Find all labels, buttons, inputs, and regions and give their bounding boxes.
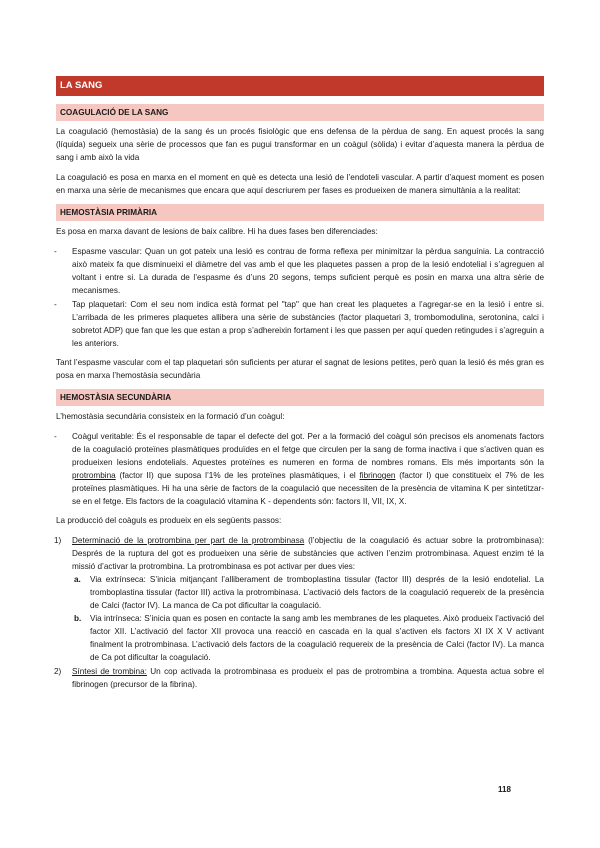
paragraph: La producció del coàguls es produeix en els següents passos: xyxy=(56,516,282,525)
list-item-text: (factor II) que suposa l’1% de les proteïnes plasmàtiques, i el xyxy=(115,471,360,480)
paragraph: Es posa en marxa davant de lesions de baix calibre. Hi ha dues fases ben diferenciades: xyxy=(56,227,378,236)
term-protrombina: protrombina xyxy=(72,471,116,480)
page-number: 118 xyxy=(498,785,511,794)
step-item xyxy=(56,665,544,691)
list-item: - Tap plaquetari: Com el seu nom indica està format pel "tap" que han creat les plaquetes a l’agregar-se en la lesió i entre si. L’arribada de les primeres plaquetes allibera una sèrie de substàncies (factor plaquetari 3, trombomodulina, serotonina, calci i sobretot ADP) que fan que les que estan a prop s’adhereixin fortament i les que passen per aquí queden retingudes i s’agreguin a les anteriors. xyxy=(54,300,544,348)
sub-steps-list xyxy=(72,573,544,664)
step-title: Determinació de la protrombina per part de la protrombinasa xyxy=(72,536,305,545)
section-heading-coagulacio: COAGULACIÓ DE LA SANG xyxy=(56,104,544,121)
steps-list xyxy=(56,534,544,691)
paragraph: L’hemostàsia secundària consisteix en la formació d’un coàgul: xyxy=(56,412,285,421)
primary-bullet-list xyxy=(56,245,544,350)
section-heading-hemostasia-secundaria: HEMOSTÀSIA SECUNDÀRIA xyxy=(56,389,544,406)
paragraph: La coagulació (hemostàsia) de la sang és un procés fisiològic que ens defensa de la pèrdua de sang. En aquest procés la sang (líquida) segueix una sèrie de processos que fan es pugui transformar en un coàgul (sòlida) i evitar d’aquesta manera la pèrdua de sang i amb això la vida xyxy=(56,127,544,162)
list-item: - Coàgul veritable: És el responsable de tapar el defecte del got. Per a la formació del coàgul són precisos els anomenats factors de la coagulació proteïnes plasmàtiques produïdes en el fetge que circulen per la sang de forma inactiva i que s’activen quan es produeixen lesions endotelials. Aquestes proteïnes es numeren en forma de nombres romans. Els més importants són la protrombina (factor II) que suposa l’1% de les proteïnes plasmàtiques, i el fibrinogen (factor I) que constitueix el 7% de les proteïnes plasmàtiques. Hi ha una sèrie de factors de la coagulació que necessiten de la presència de vitamina K per sintetitzar-se en el fetge. Els factors de la coagulació vitamina K - dependents són: factors II, VII, IX, X. xyxy=(54,432,544,506)
step-marker: 2) xyxy=(54,667,62,676)
sub-step-item xyxy=(72,612,544,664)
sub-step-item xyxy=(72,573,544,612)
list-item: - Espasme vascular: Quan un got pateix una lesió es contrau de forma reflexa per minimitzar la pèrdua sanguínia. La contracció això mateix fa que disminueixi el diàmetre del vas amb el que les plaquetes passen a prop de la lesió endotelial i s’agreguen al voltant i entre si. La durada de l’espasme és d’uns 20 segons, temps suficient perquè es posin en marxa una altra sèrie de mecanismes. xyxy=(54,247,544,295)
step-marker: 1) xyxy=(54,536,62,545)
list-item-text: Espasme vascular: Quan un got pateix una lesió es contrau de forma reflexa per minimitzar la pèrdua sanguínia. La contracció això mateix fa que disminueixi el diàmetre del vas amb el que les plaquetes passen a prop de la lesió endotelial i s’agreguen al voltant i entre si. La durada de l’espasme és d’uns 20 segons, temps suficient perquè es posin en marxa una altra sèrie de mecanismes. xyxy=(72,247,544,295)
section-heading-hemostasia-primaria: HEMOSTÀSIA PRIMÀRIA xyxy=(56,204,544,221)
list-item-text: (factor I) que constitueix el 7% de les proteïnes plasmàtiques. Hi ha una sèrie de factors de la coagulació que necessiten de la presència de vitamina K per sintetitzar-se en el fetge. Els factors de la coagulació vitamina K - dependents són: factors II, VII, IX, X. xyxy=(72,471,544,506)
paragraph: La coagulació es posa en marxa en el moment en què es detecta una lesió de l’endoteli vascular. A partir d’aquest moment es posen en marxa una sèrie de mecanismes que encara que aquí descriurem per fases es produeixen de manera simultània a la realitat: xyxy=(56,173,544,195)
sub-step-text: Via extrínseca: S’inicia mitjançant l’alliberament de tromboplastina tissular (factor III) després de la lesió endotelial. La tromboplastina tissular (factor III) activa la protrombinasa. L’activació dels factors de la coagulació requereix de la presència de Calci (factor IV). La manca de Ca pot dificultar la coagulació. xyxy=(90,575,544,610)
step-text: Un cop activada la protrombinasa es produeix el pas de protrombina a trombina. Aquesta actua sobre el fibrinogen (precursor de la fibrina). xyxy=(72,667,544,689)
sub-step-marker: a. xyxy=(74,575,81,584)
chapter-title: LA SANG xyxy=(56,76,544,96)
sub-step-text: Via intrínseca: S’inicia quan es posen en contacte la sang amb les membranes de les plaquetes. Això produeix l’activació del factor XII. L’activació del factor XII provoca una reacció en cascada en la qual s’activen els factors XI IX X V activant finalment la protrombinasa. L’activació dels factors de la coagulació requereix de la presència de Calci (factor IV). La manca de Ca pot dificultar la coagulació. xyxy=(90,614,544,662)
list-item-text: Coàgul veritable: És el responsable de tapar el defecte del got. Per a la formació del coàgul són precisos els anomenats factors de la coagulació proteïnes plasmàtiques produïdes en el fetge que circulen per la sang de forma inactiva i que s’activen quan es produeixen lesions endotelials. Aquestes proteïnes es numeren en forma de nombres romans. Els més importants són la xyxy=(72,432,544,467)
page-content xyxy=(56,76,544,692)
list-item-text: Tap plaquetari: Com el seu nom indica està format pel "tap" que han creat les plaquetes a l’agregar-se en la lesió i entre si. L’arribada de les primeres plaquetes allibera una sèrie de substàncies (factor plaquetari 3, trombomodulina, serotonina, calci i sobretot ADP) que fan que les que estan a prop s’adhereixin fortament i les que passen per aquí queden retingudes i s’agreguin a les anteriors. xyxy=(72,300,544,348)
step-item xyxy=(56,534,544,664)
step-title: Síntesi de trombina: xyxy=(72,667,147,676)
paragraph: Tant l’espasme vascular com el tap plaquetari són suficients per aturar el sagnat de lesions petites, però quan la lesió és més gran es posa en marxa l’hemostàsia secundària xyxy=(56,358,544,380)
step-text: (l’objectiu de la coagulació és actuar sobre la protrombinasa): Després de la ruptura del got es produeixen una sèrie de substàncies que activen l’enzim protrombinasa. Aquest enzim té la missió d’activar la protrombina. La protrombinasa es pot activar per dues vies: xyxy=(72,536,544,571)
term-fibrinogen: fibrinogen xyxy=(359,471,396,480)
sub-step-marker: b. xyxy=(74,614,82,623)
secondary-bullet-list xyxy=(56,430,544,508)
